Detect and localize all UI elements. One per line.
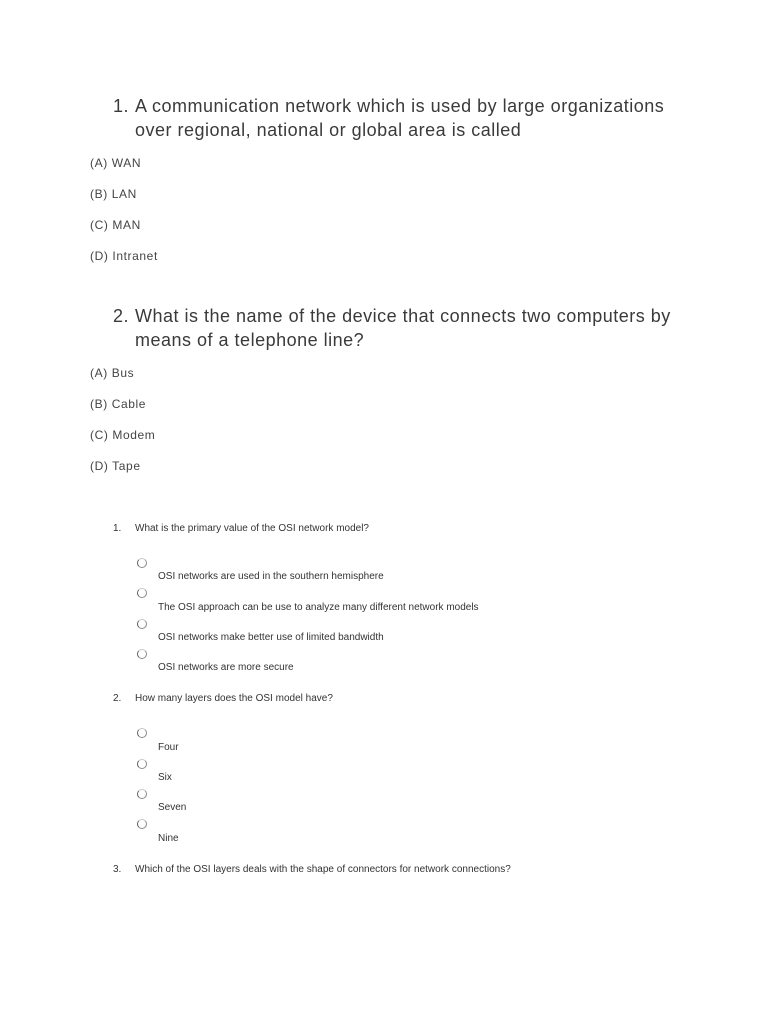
choice-label: The OSI approach can be use to analyze many different network models [158, 602, 479, 613]
question-text: Which of the OSI layers deals with the shape of connectors for network connections? [135, 864, 511, 875]
radio-button[interactable] [137, 819, 147, 829]
radio-button[interactable] [137, 649, 147, 659]
radio-button[interactable] [137, 789, 147, 799]
question-number: 2. [113, 306, 130, 326]
radio-button[interactable] [137, 759, 147, 769]
question-text: What is the name of the device that connects two computers by means of a telephone line? [135, 306, 671, 350]
choice-label: Seven [158, 802, 187, 813]
question-1 [113, 94, 683, 142]
answer-option: (A) Bus [90, 366, 135, 380]
question-text: A communication network which is used by large organizations over regional, national or global area is called [135, 96, 665, 140]
answer-option: (D) Intranet [90, 249, 158, 263]
question-text: What is the primary value of the OSI network model? [135, 523, 369, 534]
choice-label: OSI networks are more secure [158, 662, 294, 673]
answer-option: (D) Tape [90, 459, 141, 473]
choice-label: Six [158, 772, 172, 783]
answer-option: (A) WAN [90, 156, 142, 170]
answer-option: (C) MAN [90, 218, 141, 232]
radio-button[interactable] [137, 588, 147, 598]
radio-button[interactable] [137, 558, 147, 568]
answer-option: (B) LAN [90, 187, 137, 201]
radio-button[interactable] [137, 728, 147, 738]
question-2 [113, 304, 693, 352]
answer-option: (B) Cable [90, 397, 147, 411]
choice-label: Nine [158, 833, 179, 844]
choice-label: OSI networks make better use of limited bandwidth [158, 632, 384, 643]
question-number: 3. [113, 864, 122, 875]
question-number: 1. [113, 523, 122, 534]
choice-label: Four [158, 742, 179, 753]
question-number: 1. [113, 96, 130, 116]
question-number: 2. [113, 693, 122, 704]
choice-label: OSI networks are used in the southern hemisphere [158, 571, 384, 582]
answer-option: (C) Modem [90, 428, 156, 442]
question-text: How many layers does the OSI model have? [135, 693, 333, 704]
radio-button[interactable] [137, 619, 147, 629]
